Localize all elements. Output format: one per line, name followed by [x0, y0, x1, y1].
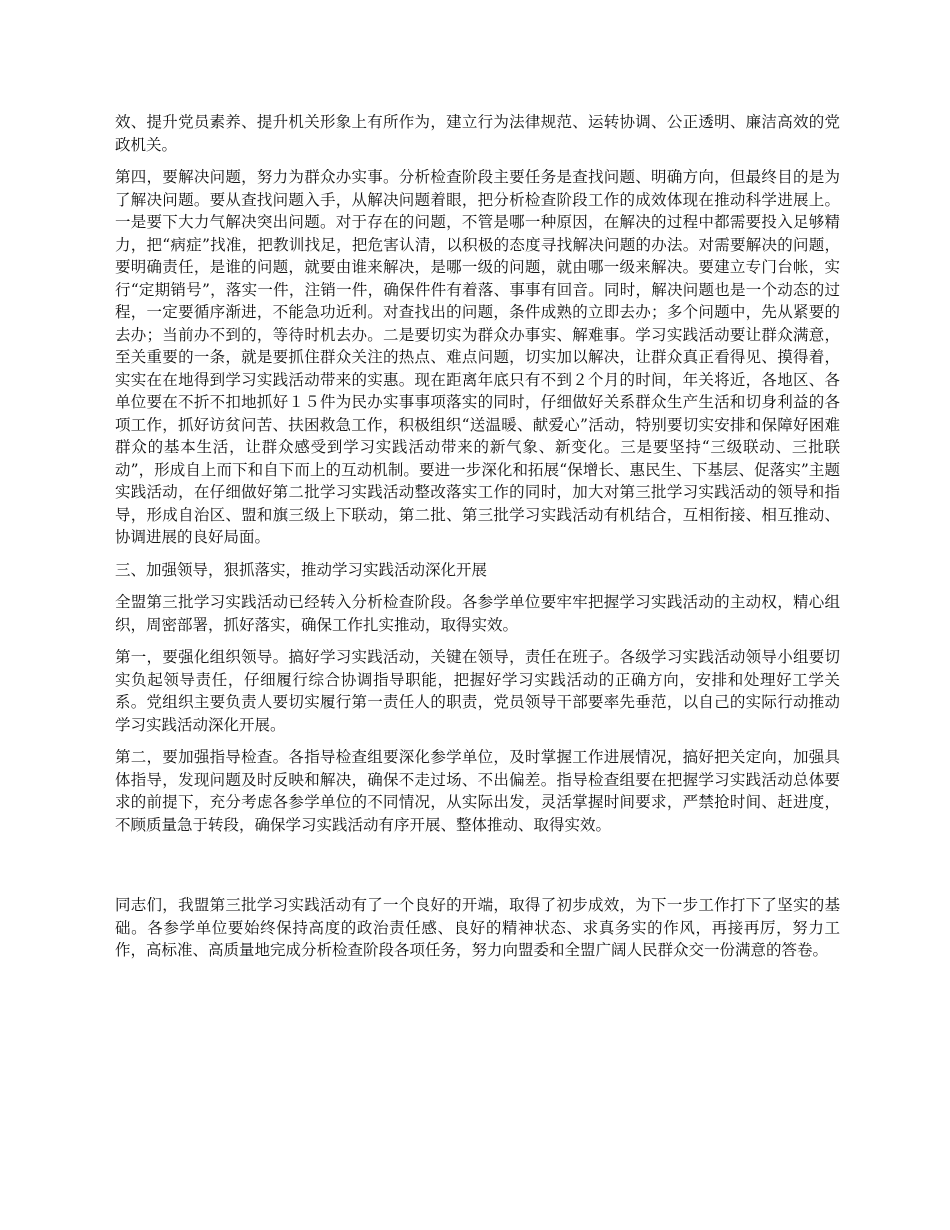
paragraph-second-point: 第二，要加强指导检查。各指导检查组要深化参学单位，及时掌握工作进展情况，搞好把关定向，加强具体指导，发现问题及时反映和解决，确保不走过场、不出偏差。指导检查组要在把握学习实践活动总体要求的前提下，充分考虑各参学单位的不同情况，从实际出发，灵活掌握时间要求，严禁抢时间、赶进度，不顾质量急于转段，确保学习实践活动有序开展、整体推动、取得实效。 — [115, 748, 840, 834]
paragraph-spacer — [115, 846, 840, 894]
section-heading-three: 三、加强领导，狠抓落实，推动学习实践活动深化开展 — [115, 560, 488, 579]
paragraph-fourth-point: 第四，要解决问题，努力为群众办实事。分析检查阶段主要任务是查找问题、明确方向，但最终目的是为了解决问题。要从查找问题入手，从解决问题着眼，把分析检查阶段工作的成效体现在推动科学进展上。一是要下大力气解决突出问题。对于存在的问题，不管是哪一种原因，在解决的过程中都需要投入足够精力，把“病症”找准，把教训找足，把危害认清，以积极的态度寻找解决问题的办法。对需要解决的问题，要明确责任，是谁的问题，就要由谁来解决，是哪一级的问题，就由哪一级来解决。要建立专门台帐，实行“定期销号”，落实一件，注销一件，确保件件有着落、事事有回音。同时，解决问题也是一个动态的过程，一定要循序渐进，不能急功近利。对查找出的问题，条件成熟的立即去办；多个问题中，先从紧要的去办；当前办不到的，等待时机去办。二是要切实为群众办事实、解难事。学习实践活动要让群众满意，至关重要的一条，就是要抓住群众关注的热点、难点问题，切实加以解决，让群众真正看得见、摸得着，实实在在地得到学习实践活动带来的实惠。现在距离年底只有不到２个月的时间，年关将近，各地区、各单位要在不折不扣地抓好１５件为民办实事事项落实的同时，仔细做好关系群众生产生活和切身利益的各项工作，抓好访贫问苦、扶困救急工作，积极组织“送温暖、献爱心”活动，特别要切实安排和保障好困难群众的基本生活，让群众感受到学习实践活动带来的新气象、新变化。三是要坚持“三级联动、三批联动”，形成自上而下和自下而上的互动机制。要进一步深化和拓展“保增长、惠民生、下基层、促落实”主题实践活动，在仔细做好第二批学习实践活动整改落实工作的同时，加大对第三批学习实践活动的领导和指导，形成自治区、盟和旗三级上下联动，第二批、第三批学习实践活动有机结合，互相衔接、相互推动、协调进展的良好局面。 — [115, 168, 840, 546]
document-body — [115, 111, 840, 972]
paragraph-closing: 同志们，我盟第三批学习实践活动有了一个良好的开端，取得了初步成效，为下一步工作打下了坚实的基础。各参学单位要始终保持高度的政治责任感、良好的精神状态、求真务实的作风，再接再厉，努力工作，高标准、高质量地完成分析检查阶段各项任务，努力向盟委和全盟广阔人民群众交一份满意的答卷。 — [115, 896, 840, 959]
paragraph-intro-continuation: 效、提升党员素养、提升机关形象上有所作为，建立行为法律规范、运转协调、公正透明、廉洁高效的党政机关。 — [115, 113, 840, 154]
paragraph-section-three-intro: 全盟第三批学习实践活动已经转入分析检查阶段。各参学单位要牢牢把握学习实践活动的主动权，精心组织，周密部署，抓好落实，确保工作扎实推动，取得实效。 — [115, 593, 840, 634]
paragraph-first-point: 第一，要强化组织领导。搞好学习实践活动，关键在领导，责任在班子。各级学习实践活动领导小组要切实负起领导责任，仔细履行综合协调指导职能，把握好学习实践活动的正确方向，安排和处理好工学关系。党组织主要负责人要切实履行第一责任人的职责，党员领导干部要率先垂范，以自己的实际行动推动学习实践活动深化开展。 — [115, 648, 840, 734]
